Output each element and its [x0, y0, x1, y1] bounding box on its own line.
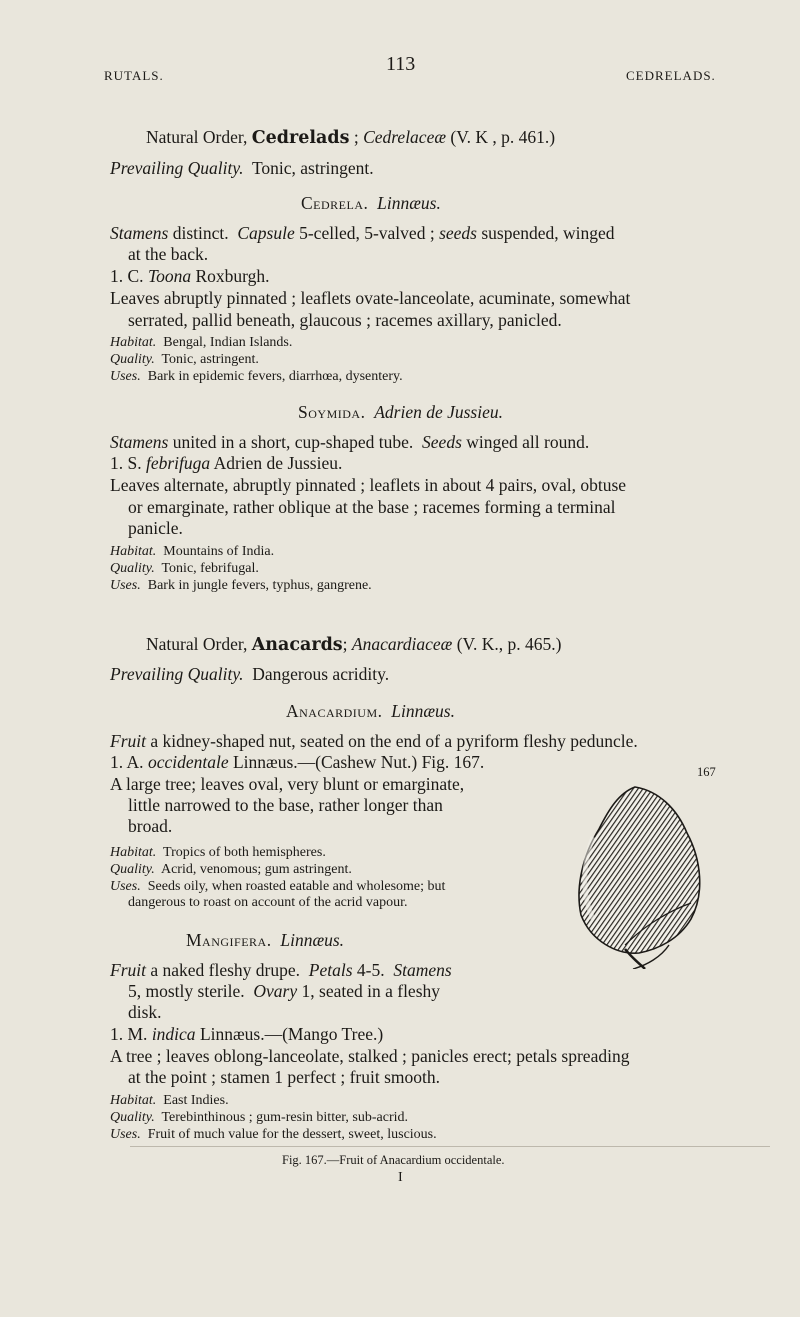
uses-line-cont: dangerous to roast on account of the acrid vapour.	[128, 895, 408, 910]
genus-character-cont: at the back.	[128, 244, 209, 264]
quality-line: Quality. Tonic, febrifugal.	[110, 561, 259, 576]
genus-character-cont: 5, mostly sterile. Ovary 1, seated in a fleshy	[128, 981, 441, 1001]
species-heading: 1. A. occidentale Linnæus.—(Cashew Nut.) Fig. 167.	[110, 752, 485, 772]
genus-heading: Mangifera. Linnæus.	[186, 930, 345, 950]
habitat-line: Habitat. Bengal, Indian Islands.	[110, 335, 293, 350]
running-head-left: RUTALS.	[104, 68, 164, 83]
species-description: A tree ; leaves oblong-lanceolate, stalked ; panicles erect; petals spreading	[110, 1046, 630, 1066]
genus-character: Stamens united in a short, cup-shaped tube. Seeds winged all round.	[110, 432, 590, 452]
prevailing-quality: Prevailing Quality. Tonic, astringent.	[110, 158, 374, 178]
divider	[130, 1146, 770, 1147]
species-description-cont: at the point ; stamen 1 perfect ; fruit smooth.	[128, 1067, 441, 1087]
habitat-line: Habitat. Mountains of India.	[110, 544, 275, 559]
species-description-cont: panicle.	[128, 518, 183, 538]
uses-line: Uses. Seeds oily, when roasted eatable and wholesome; but	[110, 879, 446, 894]
habitat-line: Habitat. Tropics of both hemispheres.	[110, 845, 326, 860]
running-head-right: CEDRELADS.	[626, 68, 716, 83]
species-description-cont: little narrowed to the base, rather longer than	[128, 795, 443, 815]
figure-caption: Fig. 167.—Fruit of Anacardium occidentale.	[282, 1153, 505, 1167]
genus-character-cont: disk.	[128, 1002, 162, 1022]
species-description-cont: or emarginate, rather oblique at the base ; racemes forming a terminal	[128, 497, 616, 517]
quality-line: Quality. Terebinthinous ; gum-resin bitter, sub-acrid.	[110, 1110, 408, 1125]
page-number: 113	[386, 53, 416, 75]
species-description: Leaves alternate, abruptly pinnated ; leaflets in about 4 pairs, oval, obtuse	[110, 475, 627, 495]
species-description-cont: serrated, pallid beneath, glaucous ; racemes axillary, panicled.	[128, 310, 562, 330]
species-heading: 1. C. Toona Roxburgh.	[110, 266, 270, 286]
uses-line: Uses. Fruit of much value for the dessert, sweet, luscious.	[110, 1127, 437, 1142]
uses-line: Uses. Bark in jungle fevers, typhus, gangrene.	[110, 578, 372, 593]
order-heading: Natural Order, Anacards; Anacardiaceæ (V. K., p. 465.)	[146, 634, 562, 655]
signature-mark: I	[398, 1170, 403, 1185]
uses-line: Uses. Bark in epidemic fevers, diarrhœa, dysentery.	[110, 369, 403, 384]
quality-line: Quality. Acrid, venomous; gum astringent.	[110, 862, 352, 877]
genus-heading: Soymida. Adrien de Jussieu.	[298, 402, 503, 422]
figure-number: 167	[697, 765, 716, 779]
genus-heading: Cedrela. Linnæus.	[301, 193, 441, 213]
genus-character: Stamens distinct. Capsule 5-celled, 5-valved ; seeds suspended, winged	[110, 223, 615, 243]
habitat-line: Habitat. East Indies.	[110, 1093, 229, 1108]
species-description-cont: broad.	[128, 816, 173, 836]
species-description: Leaves abruptly pinnated ; leaflets ovate-lanceolate, acuminate, somewhat	[110, 288, 631, 308]
order-heading: Natural Order, Cedrelads ; Cedrelaceæ (V. K , p. 461.)	[146, 127, 556, 148]
species-description: A large tree; leaves oval, very blunt or emarginate,	[110, 774, 465, 794]
quality-line: Quality. Tonic, astringent.	[110, 352, 259, 367]
genus-character: Fruit a kidney-shaped nut, seated on the end of a pyriform fleshy peduncle.	[110, 731, 638, 751]
species-heading: 1. S. febrifuga Adrien de Jussieu.	[110, 453, 343, 473]
cashew-fruit-illustration	[573, 783, 707, 969]
genus-character: Fruit a naked fleshy drupe. Petals 4-5. Stamens	[110, 960, 452, 980]
prevailing-quality: Prevailing Quality. Dangerous acridity.	[110, 664, 390, 684]
species-heading: 1. M. indica Linnæus.—(Mango Tree.)	[110, 1024, 384, 1044]
genus-heading: Anacardium. Linnæus.	[286, 701, 455, 721]
